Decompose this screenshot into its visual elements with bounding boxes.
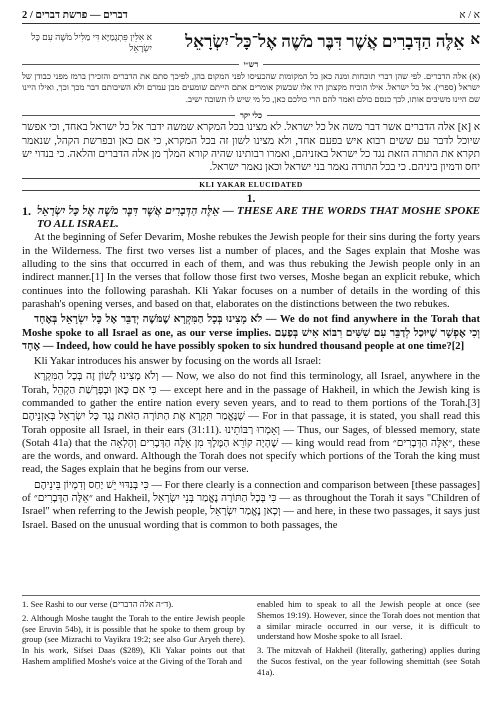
rashi-commentary: (א) אלה הדברים. לפי שהן דברי תוכחות ומנה כאן כל המקומות שהכעיסו לפני המקום בהן, לפיכך סתם את הדברים והזכירן ברמז מפני כבודן של ישראל (ספרי). אל כל ישראל. אילו הוכיח מקצתן היו אלו שבשוק אומרים אתם הייתם שומעים מבן עמרם ולא השיבותם דבר מכך וכך, ואילו היינו שם היינו משיבים אותו, לכך כנסם כולם ואמר להם הרי כולכם כאן, כל מי שיש לו תשובה ישיב. [22, 72, 480, 104]
elucidated-bar: KLI YAKAR ELUCIDATED [22, 178, 480, 191]
page-label: 2 / דברים — פרשת דברים [22, 10, 128, 21]
rashi-label: רש״י [243, 60, 259, 69]
section-number: 1. [246, 192, 256, 205]
footnotes-right [257, 599, 480, 681]
lemma-hebrew: אֵלֶּה הַדְּבָרִים אֲשֶׁר דִּבֶּר מֹשֶׁה אֶל כָּל יִשְׂרָאֵל [37, 204, 220, 217]
footnote-2: 2. Although Moshe taught the Torah to the entire Jewish people (see Eruvin 54b), it is possible that he spoke to them group by group (see Mizrachi to Vayikra 19:2; see also Gur Aryeh there). In his work, Sifsei Daas ($289), Kli Yakar points out that Hashem amplified Moshe's voice at the Giving of the Torah and [22, 612, 245, 666]
footnotes [22, 595, 480, 681]
kli-yakar-label: כלי יקר [239, 111, 263, 121]
verse-block [22, 32, 480, 54]
footnotes-left [22, 599, 245, 681]
kli-yakar-divider [22, 111, 480, 120]
verse-hebrew: אֵלֶּה הַדְּבָרִים אֲשֶׁר דִּבֶּר מֹשֶׁה אֶל־כָּל־יִשְׂרָאֵל [185, 32, 465, 51]
question-english-2: — Indeed, how could he have possibly spoken to six hundred thousand people at one time?[2] [40, 340, 465, 352]
lemma-text [37, 205, 480, 232]
footnote-2-cont: enabled him to speak to all the Jewish people at once (see Shemos 19:19). However, since the Torah does not mention that a similar miracle occurred in our verse, it is difficult to understand how Moshe spoke to all Israel. [257, 599, 480, 642]
paragraph-comparison: כִּי בְּנִדּוּי יֵשׁ יַחַס וְדִמְיוֹן בֵּינֵיהֶם — For there clearly is a connection and comparison between [these passages] of ״אֵלֶּה הַדְּבָרִים״ and Hakheil, כִּי בְּכָל הַתּוֹרָה נֶאֱמַר בְּנֵי יִשְׂרָאֵל — as throughout the Torah it says "Children of Israel" when referring to the Jewish people, וְכָאן נֶאֱמַר יִשְׂרָאֵל — and here, in these two passages, it says just Israel. Based on the unusual wording that is common to both passages, the [22, 479, 481, 531]
footnote-3: 3. The mitzvah of Hakheil (literally, gathering) applies during the Sucos festival, on the year following shemittah (see Sotah 41a). [257, 645, 480, 677]
running-header [22, 10, 480, 24]
elucidation-body [22, 205, 480, 532]
paragraph-question [22, 313, 480, 353]
rashi-divider [22, 60, 480, 69]
chapter-label: א / א [459, 10, 480, 21]
kli-yakar-hebrew: א [א] אלה הדברים אשר דבר משה אל כל ישראל. לא מצינו בכל המקרא שמשה ידבר אל כל ישראל באחד, וכי אפשר שיוכל לדבר עם ששים רבוא איש בפעם אחד, ולא מצינו לשון זה בכל המקרא, כי אם כאן ובפרשת הקהל, שנאמר תקרא את התורה הזאת נגד כל ישראל באזניהם, ואמרו רבותינו שהיה קורא המלך מן אלה הדברים והלאה. כי בנדוי יש יחס ודמיון ביניהם. כי בכל התורה נאמר בני ישראל וכאן נאמר ישראל. [22, 122, 480, 174]
paragraph-hakheil: וְלֹא מָצִינוּ לָשׁוֹן זֶה בְּכָל הַמִּקְרָא — Now, we also do not find this terminology, all Israel, anywhere in the Torah, כִּי אִם כָּאן וּבְפָרָשַׁת הַקְהֵל — except here and in the passage of Hakheil, in which the Jewish king is commanded to gather the entire nation every seven years, and to read to them portions of the Torah.[3] שֶׁנֶּאֱמַר תִּקְרָא אֶת הַתּוֹרָה הַזֹּאת נֶגֶד כָּל יִשְׂרָאֵל בְּאָזְנֵיהֶם — For in that passage, it is stated, you shall read this Torah opposite all Israel, in their ears (31:11). וְאָמְרוּ רַבּוֹתֵינוּ — Thus, our Sages, of blessed memory, state (Sotah 41a) that the שֶׁהָיָה קוֹרֵא הַמֶּלֶךְ מִן אֵלֶּה הַדְּבָרִים וְהָלְאָה — king would read from ״אֵלֶּה הַדְּבָרִים״, these are the words, and onward. Although the Torah does not specify which portions of the Torah the king must read, the Sages explain that he begins from our verse. [22, 371, 481, 476]
lemma-english: — THESE ARE THE WORDS THAT MOSHE SPOKE TO ALL ISRAEL. [37, 204, 480, 231]
aramaic-translation: א אִלֵּין פִּתְגָמַיָּא דִּי מַלִּיל מֹשֶׁה עִם כָּל יִשְׂרָאֵל [31, 32, 152, 53]
page [22, 10, 480, 710]
verse-number: א [470, 32, 480, 48]
lemma [22, 205, 480, 232]
paragraph-answer-intro: Kli Yakar introduces his answer by focusing on the words all Israel: [34, 356, 322, 368]
question-hebrew-1: לֹא מָצִינוּ בְּכָל הַמִּקְרָא שֶׁמֹּשֶׁה יְדַבֵּר אֶל כָּל יִשְׂרָאֵל בְּאֶחָד [34, 314, 263, 326]
verse-text-wrap [185, 32, 480, 52]
question-hebrew-2: וְכִי אֶפְשָׁר שֶׁיּוּכַל לְדַבֵּר עִם שִׁשִּׁים רִבּוֹא אִישׁ בְּפַעַם אֶחָד [22, 327, 480, 352]
footnote-1: 1. See Rashi to our verse (ד״ה אלה הדברים). [22, 599, 174, 609]
question-english-1: — We do not find anywhere in the Torah that Moshe spoke to all Israel as one, as our verse implies. [22, 314, 480, 339]
paragraph-intro: At the beginning of Sefer Devarim, Moshe rebukes the Jewish people for their sins during the forty years in the Wilderness. The first two verses list a number of places, and the Sages explain that Moshe was alluding to the sins that occurred in each of them, and was thus rebuking the Jewish people only in an indirect manner.[1] In the verses that follow those first two verses, Moshe began an explicit rebuke, which continues into the following parashah. Kli Yakar focuses on a number of details in the wording of this parashah's opening verses, and based on that, elaborates on the distinctions between the two rebukes. [22, 232, 480, 310]
lemma-number: 1. [22, 203, 31, 218]
